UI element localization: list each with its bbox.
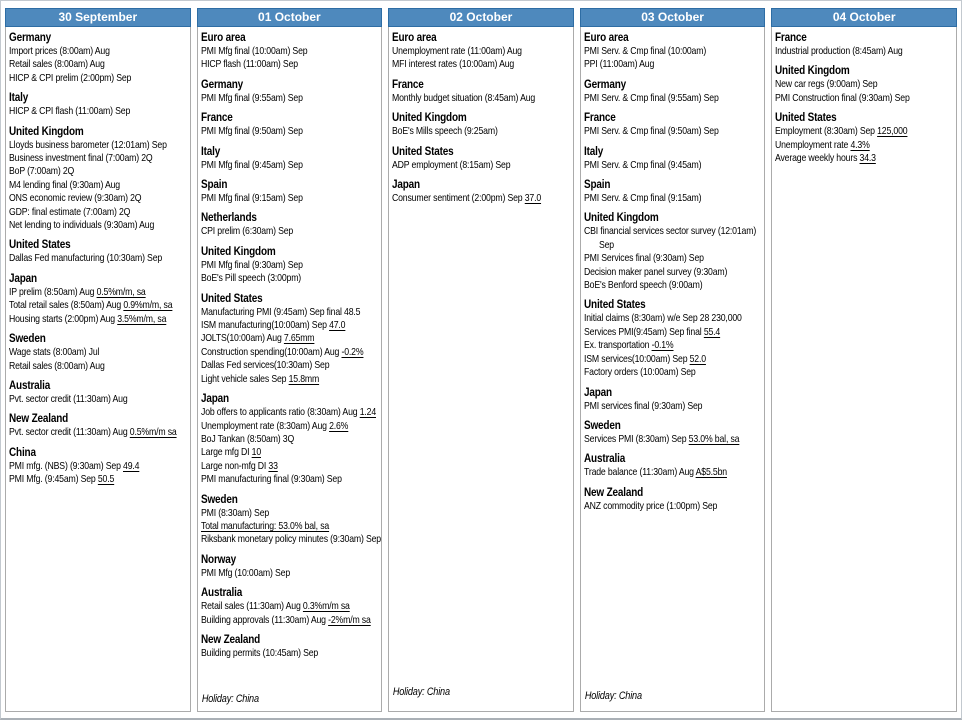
- event-item: [9, 58, 191, 71]
- holiday-note: Holiday: China: [584, 690, 642, 702]
- event-item: [9, 360, 191, 373]
- country-section: [584, 385, 766, 413]
- event-item: [584, 58, 766, 71]
- event-text: GDP: final estimate (7:00am) 2Q: [9, 205, 131, 218]
- event-item: [9, 393, 191, 406]
- day-body: [580, 27, 766, 712]
- event-item: [201, 567, 383, 580]
- event-text: IP prelim (8:50am) Aug: [9, 285, 97, 298]
- country-section: [584, 110, 766, 138]
- event-item: [584, 339, 766, 352]
- country-section: [584, 451, 766, 479]
- event-text: PMI Mfg. (9:45am) Sep: [9, 473, 98, 486]
- country-heading: United Kingdom: [775, 63, 850, 78]
- country-section: [201, 110, 383, 138]
- event-value: 34.3: [859, 152, 877, 165]
- country-section: [584, 77, 766, 105]
- event-item: [584, 326, 766, 339]
- event-item: [201, 58, 383, 71]
- event-value: 37.0: [524, 192, 542, 205]
- event-text: BoE's Benford speech (9:00am): [583, 279, 703, 292]
- event-item: [9, 460, 191, 473]
- event-item: [9, 45, 191, 58]
- country-heading: Germany: [200, 76, 243, 91]
- country-section: [9, 271, 191, 326]
- event-text: BoP (7:00am) 2Q: [9, 165, 75, 178]
- event-item: [584, 45, 766, 58]
- event-value: 33: [268, 459, 278, 472]
- event-item: [584, 433, 766, 446]
- event-item: [584, 400, 766, 413]
- country-heading: Japan: [200, 391, 229, 406]
- country-heading: Australia: [200, 585, 242, 600]
- event-item: [201, 332, 383, 345]
- event-item: [201, 420, 383, 433]
- event-item: [584, 366, 766, 379]
- day-header: 03 October: [580, 8, 766, 27]
- event-text: Unemployment rate: [775, 138, 851, 151]
- country-section: [9, 124, 191, 233]
- event-item: [9, 165, 191, 178]
- event-item: [201, 45, 383, 58]
- event-value: 47.0: [328, 319, 345, 332]
- country-heading: United States: [583, 297, 646, 312]
- event-item: [9, 426, 191, 439]
- event-item: [201, 433, 383, 446]
- event-text: Light vehicle sales Sep: [200, 372, 289, 385]
- event-text: Large non-mfg DI: [200, 459, 269, 472]
- country-heading: Sweden: [200, 491, 238, 506]
- event-text: BoE's Pill speech (3:00pm): [200, 272, 301, 285]
- country-section: [201, 244, 383, 286]
- event-item: [584, 312, 766, 325]
- event-item: [9, 105, 191, 118]
- event-item: [392, 45, 574, 58]
- country-heading: Sweden: [9, 331, 46, 346]
- event-item: [201, 460, 383, 473]
- event-text: BoJ Tankan (8:50am) 3Q: [200, 432, 294, 445]
- event-text: Average weekly hours: [775, 152, 860, 165]
- event-item: [775, 92, 957, 105]
- event-item: [201, 520, 383, 533]
- event-item: [201, 92, 383, 105]
- day-body-content: [584, 30, 766, 711]
- event-text: ONS economic review (9:30am) 2Q: [9, 192, 142, 205]
- country-section: [584, 418, 766, 446]
- event-item: [584, 279, 766, 292]
- event-text: ISM manufacturing(10:00am) Sep: [200, 319, 329, 332]
- event-value: 55.4: [703, 325, 720, 338]
- event-text: Total retail sales (8:50am) Aug: [9, 299, 124, 312]
- country-heading: New Zealand: [9, 411, 69, 426]
- country-section: [392, 77, 574, 105]
- event-item: [201, 346, 383, 359]
- calendar: [5, 8, 957, 712]
- country-heading: Italy: [200, 143, 220, 158]
- event-item: [201, 614, 383, 627]
- country-section: [584, 485, 766, 513]
- country-heading: Germany: [583, 76, 626, 91]
- event-item: [201, 319, 383, 332]
- event-item: [201, 473, 383, 486]
- country-heading: France: [583, 110, 616, 125]
- event-text: M4 lending final (9:30am) Aug: [9, 178, 120, 191]
- event-item: [9, 286, 191, 299]
- country-heading: France: [392, 76, 424, 91]
- event-text: PMI Mfg final (9:30am) Sep: [200, 258, 303, 271]
- day-column: [388, 8, 574, 712]
- event-value: 7.65mm: [283, 332, 314, 345]
- event-item: [201, 647, 383, 660]
- event-text: PMI manufacturing final (9:30am) Sep: [200, 473, 342, 486]
- country-heading: Netherlands: [200, 210, 257, 225]
- day-column: [580, 8, 766, 712]
- country-section: [201, 632, 383, 660]
- event-text: Unemployment rate (8:30am) Aug: [200, 419, 329, 432]
- event-text: Services PMI (8:30am) Sep: [583, 432, 689, 445]
- country-heading: United States: [392, 143, 454, 158]
- event-text: PMI mfg. (NBS) (9:30am) Sep: [9, 459, 124, 472]
- event-item: [201, 533, 383, 546]
- event-value: 50.5: [97, 473, 115, 486]
- event-text: Initial claims (8:30am) w/e Sep 28 230,000: [583, 312, 742, 325]
- event-text: Retail sales (8:00am) Aug: [9, 58, 105, 71]
- country-section: [584, 210, 766, 292]
- event-value: 52.0: [689, 352, 706, 365]
- event-value: 3.5%m/m, sa: [117, 312, 167, 325]
- day-header: 04 October: [771, 8, 957, 27]
- event-text: HICP & CPI prelim (2:00pm) Sep: [9, 71, 132, 84]
- event-value: 53.0% bal, sa: [688, 432, 740, 445]
- country-heading: Norway: [200, 551, 236, 566]
- country-section: [9, 445, 191, 487]
- event-text: Building approvals (11:30am) Aug: [200, 613, 328, 626]
- country-heading: Euro area: [392, 30, 437, 44]
- event-text: Pvt. sector credit (11:30am) Aug: [9, 392, 128, 405]
- event-value: 0.5%m/m sa: [129, 426, 177, 439]
- country-section: [584, 177, 766, 205]
- event-value: -2%m/m sa: [327, 613, 371, 626]
- event-item: [392, 159, 574, 172]
- event-item: [201, 600, 383, 613]
- event-text: PMI Serv. & Cmp final (9:15am): [583, 192, 702, 205]
- country-heading: Italy: [9, 90, 29, 105]
- event-text: Building permits (10:45am) Sep: [200, 646, 318, 659]
- day-body: [5, 27, 191, 712]
- country-section: [392, 144, 574, 172]
- event-item: [584, 159, 766, 172]
- country-section: [201, 144, 383, 172]
- country-section: [201, 391, 383, 486]
- event-text: Decision maker panel survey (9:30am): [583, 265, 727, 278]
- event-item: [201, 259, 383, 272]
- event-text: CBI financial services sector survey (12:01am) Sep: [583, 225, 756, 251]
- day-body-content: [775, 30, 957, 711]
- country-heading: Sweden: [583, 417, 621, 432]
- event-value: 4.3%: [850, 138, 871, 151]
- event-text: PMI Serv. & Cmp final (10:00am): [583, 45, 706, 57]
- event-value: -0.1%: [651, 339, 674, 352]
- event-item: [9, 179, 191, 192]
- event-value: -0.2%: [341, 345, 364, 358]
- event-text: JOLTS(10:00am) Aug: [200, 332, 284, 345]
- event-text: Monthly budget situation (8:45am) Aug: [392, 91, 536, 104]
- country-section: [9, 90, 191, 118]
- event-item: [584, 353, 766, 366]
- country-section: [392, 110, 574, 138]
- event-text: Import prices (8:00am) Aug: [9, 45, 110, 57]
- event-value: 0.3%m/m sa: [302, 600, 350, 613]
- event-item: [775, 139, 957, 152]
- country-heading: United States: [9, 237, 71, 252]
- event-item: [201, 373, 383, 386]
- event-text: Dallas Fed services(10:30am) Sep: [200, 359, 329, 372]
- day-column: [197, 8, 383, 712]
- event-text: HICP flash (11:00am) Sep: [200, 58, 298, 71]
- event-item: [9, 72, 191, 85]
- event-text: PMI (8:30am) Sep: [200, 506, 269, 519]
- event-text: Pvt. sector credit (11:30am) Aug: [9, 426, 130, 439]
- event-value: 2.6%: [328, 419, 348, 432]
- event-text: ISM services(10:00am) Sep: [583, 352, 690, 365]
- country-section: [775, 110, 957, 165]
- country-heading: Japan: [583, 384, 612, 399]
- event-text: Construction spending(10:00am) Aug: [200, 345, 342, 358]
- country-heading: Germany: [9, 30, 52, 44]
- event-text: Industrial production (8:45am) Aug: [775, 45, 903, 57]
- event-text: Services PMI(9:45am) Sep final: [583, 325, 704, 338]
- event-item: [775, 152, 957, 165]
- event-text: PMI Serv. & Cmp final (9:55am) Sep: [583, 91, 719, 104]
- event-text: PPI (11:00am) Aug: [583, 58, 654, 71]
- country-section: [201, 177, 383, 205]
- country-section: [584, 30, 766, 72]
- event-value: 49.4: [123, 459, 140, 472]
- event-item: [201, 125, 383, 138]
- day-column: [771, 8, 957, 712]
- event-text: Employment (8:30am) Sep: [775, 125, 878, 138]
- event-text: HICP & CPI flash (11:00am) Sep: [9, 105, 131, 118]
- event-text: Retail sales (8:00am) Aug: [9, 359, 105, 372]
- country-section: [392, 30, 574, 72]
- country-section: [9, 237, 191, 265]
- event-item: [392, 58, 574, 71]
- event-item: [584, 125, 766, 138]
- holiday-note: Holiday: China: [201, 693, 259, 705]
- event-text: ANZ commodity price (1:00pm) Sep: [583, 499, 717, 512]
- event-item: [9, 313, 191, 326]
- country-heading: France: [775, 30, 808, 44]
- event-item: [775, 125, 957, 138]
- event-item: [392, 92, 574, 105]
- day-body: [388, 27, 574, 712]
- event-item: [201, 406, 383, 419]
- day-body-content: [9, 30, 191, 711]
- event-item: [201, 225, 383, 238]
- country-section: [9, 30, 191, 85]
- event-item: [201, 192, 383, 205]
- event-text: PMI Mfg final (9:50am) Sep: [200, 125, 303, 138]
- event-text: PMI Services final (9:30am) Sep: [583, 252, 704, 265]
- event-item: [201, 507, 383, 520]
- event-text: Factory orders (10:00am) Sep: [583, 366, 696, 379]
- event-text: PMI Mfg final (9:45am) Sep: [200, 158, 303, 171]
- event-text: Consumer sentiment (2:00pm) Sep: [392, 192, 525, 205]
- event-item: [9, 152, 191, 165]
- event-item: [9, 219, 191, 232]
- event-text: PMI services final (9:30am) Sep: [583, 399, 703, 412]
- event-item: [9, 206, 191, 219]
- event-text: New car regs (9:00am) Sep: [775, 78, 878, 91]
- day-header: 01 October: [197, 8, 383, 27]
- event-value: 10: [251, 446, 261, 459]
- event-text: Retail sales (11:30am) Aug: [200, 600, 303, 613]
- country-heading: United States: [200, 290, 263, 305]
- event-text: Net lending to individuals (9:30am) Aug: [9, 219, 155, 232]
- event-item: [201, 359, 383, 372]
- event-value: 15.8mm: [288, 372, 319, 385]
- event-text: Business investment final (7:00am) 2Q: [9, 152, 153, 165]
- country-section: [584, 144, 766, 172]
- country-heading: New Zealand: [583, 484, 643, 499]
- event-item: [584, 500, 766, 513]
- country-heading: United Kingdom: [9, 123, 84, 138]
- day-body: [197, 27, 383, 712]
- day-body-content: [392, 30, 574, 711]
- day-header: 30 September: [5, 8, 191, 27]
- event-item: [775, 45, 957, 58]
- event-text: PMI Mfg (10:00am) Sep: [200, 566, 290, 579]
- event-item: [201, 159, 383, 172]
- event-text: PMI Mfg final (9:55am) Sep: [200, 91, 303, 104]
- event-item: [584, 92, 766, 105]
- event-item: [392, 125, 574, 138]
- event-item: [9, 299, 191, 312]
- event-value: 0.9%m/m, sa: [123, 299, 173, 312]
- event-item: [9, 473, 191, 486]
- event-text: PMI Mfg final (9:15am) Sep: [200, 192, 303, 205]
- country-heading: United Kingdom: [200, 243, 276, 258]
- country-heading: Euro area: [583, 30, 629, 44]
- event-value: 1.24: [359, 406, 376, 419]
- country-heading: Italy: [583, 143, 603, 158]
- day-body: [771, 27, 957, 712]
- country-section: [201, 30, 383, 72]
- country-section: [201, 210, 383, 238]
- country-heading: United States: [775, 110, 837, 125]
- event-text: Housing starts (2:00pm) Aug: [9, 312, 118, 325]
- event-text: PMI Serv. & Cmp final (9:50am) Sep: [583, 125, 719, 138]
- event-text: Dallas Fed manufacturing (10:30am) Sep: [9, 252, 163, 265]
- country-heading: United Kingdom: [392, 110, 467, 125]
- country-section: [201, 291, 383, 386]
- event-item: [584, 252, 766, 265]
- country-heading: Australia: [583, 451, 625, 466]
- event-text: Manufacturing PMI (9:45am) Sep final 48.5: [200, 305, 360, 318]
- event-item: [584, 225, 766, 252]
- event-value: Total manufacturing: 53.0% bal, sa: [200, 519, 329, 532]
- country-section: [584, 297, 766, 379]
- event-text: MFI interest rates (10:00am) Aug: [392, 58, 515, 71]
- event-text: Wage stats (8:00am) Jul: [9, 346, 100, 359]
- event-text: Job offers to applicants ratio (8:30am) Aug: [200, 406, 360, 419]
- country-section: [392, 177, 574, 205]
- event-item: [9, 139, 191, 152]
- country-section: [775, 30, 957, 58]
- day-header: 02 October: [388, 8, 574, 27]
- country-heading: France: [200, 110, 233, 125]
- country-section: [201, 492, 383, 547]
- event-text: Lloyds business barometer (12:01am) Sep: [9, 138, 167, 151]
- country-heading: Japan: [9, 270, 37, 285]
- event-item: [201, 272, 383, 285]
- event-text: PMI Construction final (9:30am) Sep: [775, 91, 911, 104]
- event-text: Ex. transportation: [583, 339, 652, 352]
- country-heading: United Kingdom: [583, 210, 659, 225]
- event-item: [201, 446, 383, 459]
- country-section: [775, 63, 957, 105]
- day-column: [5, 8, 191, 712]
- event-item: [201, 306, 383, 319]
- country-section: [9, 378, 191, 406]
- country-section: [9, 331, 191, 373]
- event-text: Unemployment rate (11:00am) Aug: [392, 45, 523, 57]
- event-item: [9, 346, 191, 359]
- country-section: [201, 552, 383, 580]
- event-item: [584, 192, 766, 205]
- event-text: PMI Mfg final (10:00am) Sep: [200, 45, 308, 57]
- country-heading: New Zealand: [200, 631, 260, 646]
- event-item: [392, 192, 574, 205]
- event-value: A$5.5bn: [695, 466, 727, 479]
- day-body-content: [201, 30, 383, 711]
- event-item: [9, 252, 191, 265]
- country-section: [201, 77, 383, 105]
- country-section: [9, 411, 191, 439]
- event-item: [584, 266, 766, 279]
- event-item: [775, 78, 957, 91]
- event-text: PMI Serv. & Cmp final (9:45am): [583, 158, 702, 171]
- country-heading: Spain: [583, 177, 611, 192]
- event-value: 125,000: [877, 125, 908, 138]
- event-value: 0.5%m/m, sa: [96, 285, 146, 298]
- country-heading: China: [9, 444, 36, 459]
- country-section: [201, 585, 383, 627]
- event-text: Trade balance (11:30am) Aug: [583, 466, 696, 479]
- event-text: ADP employment (8:15am) Sep: [392, 158, 511, 171]
- event-item: [9, 192, 191, 205]
- event-text: BoE's Mills speech (9:25am): [392, 125, 498, 138]
- country-heading: Japan: [392, 177, 421, 192]
- country-heading: Euro area: [200, 30, 246, 44]
- event-item: [584, 466, 766, 479]
- holiday-note: Holiday: China: [393, 686, 451, 698]
- event-text: Large mfg DI: [200, 446, 252, 459]
- event-text: CPI prelim (6:30am) Sep: [200, 225, 293, 238]
- event-text: Riksbank monetary policy minutes (9:30am) Sep: [200, 533, 381, 546]
- country-heading: Australia: [9, 377, 51, 392]
- country-heading: Spain: [200, 177, 227, 192]
